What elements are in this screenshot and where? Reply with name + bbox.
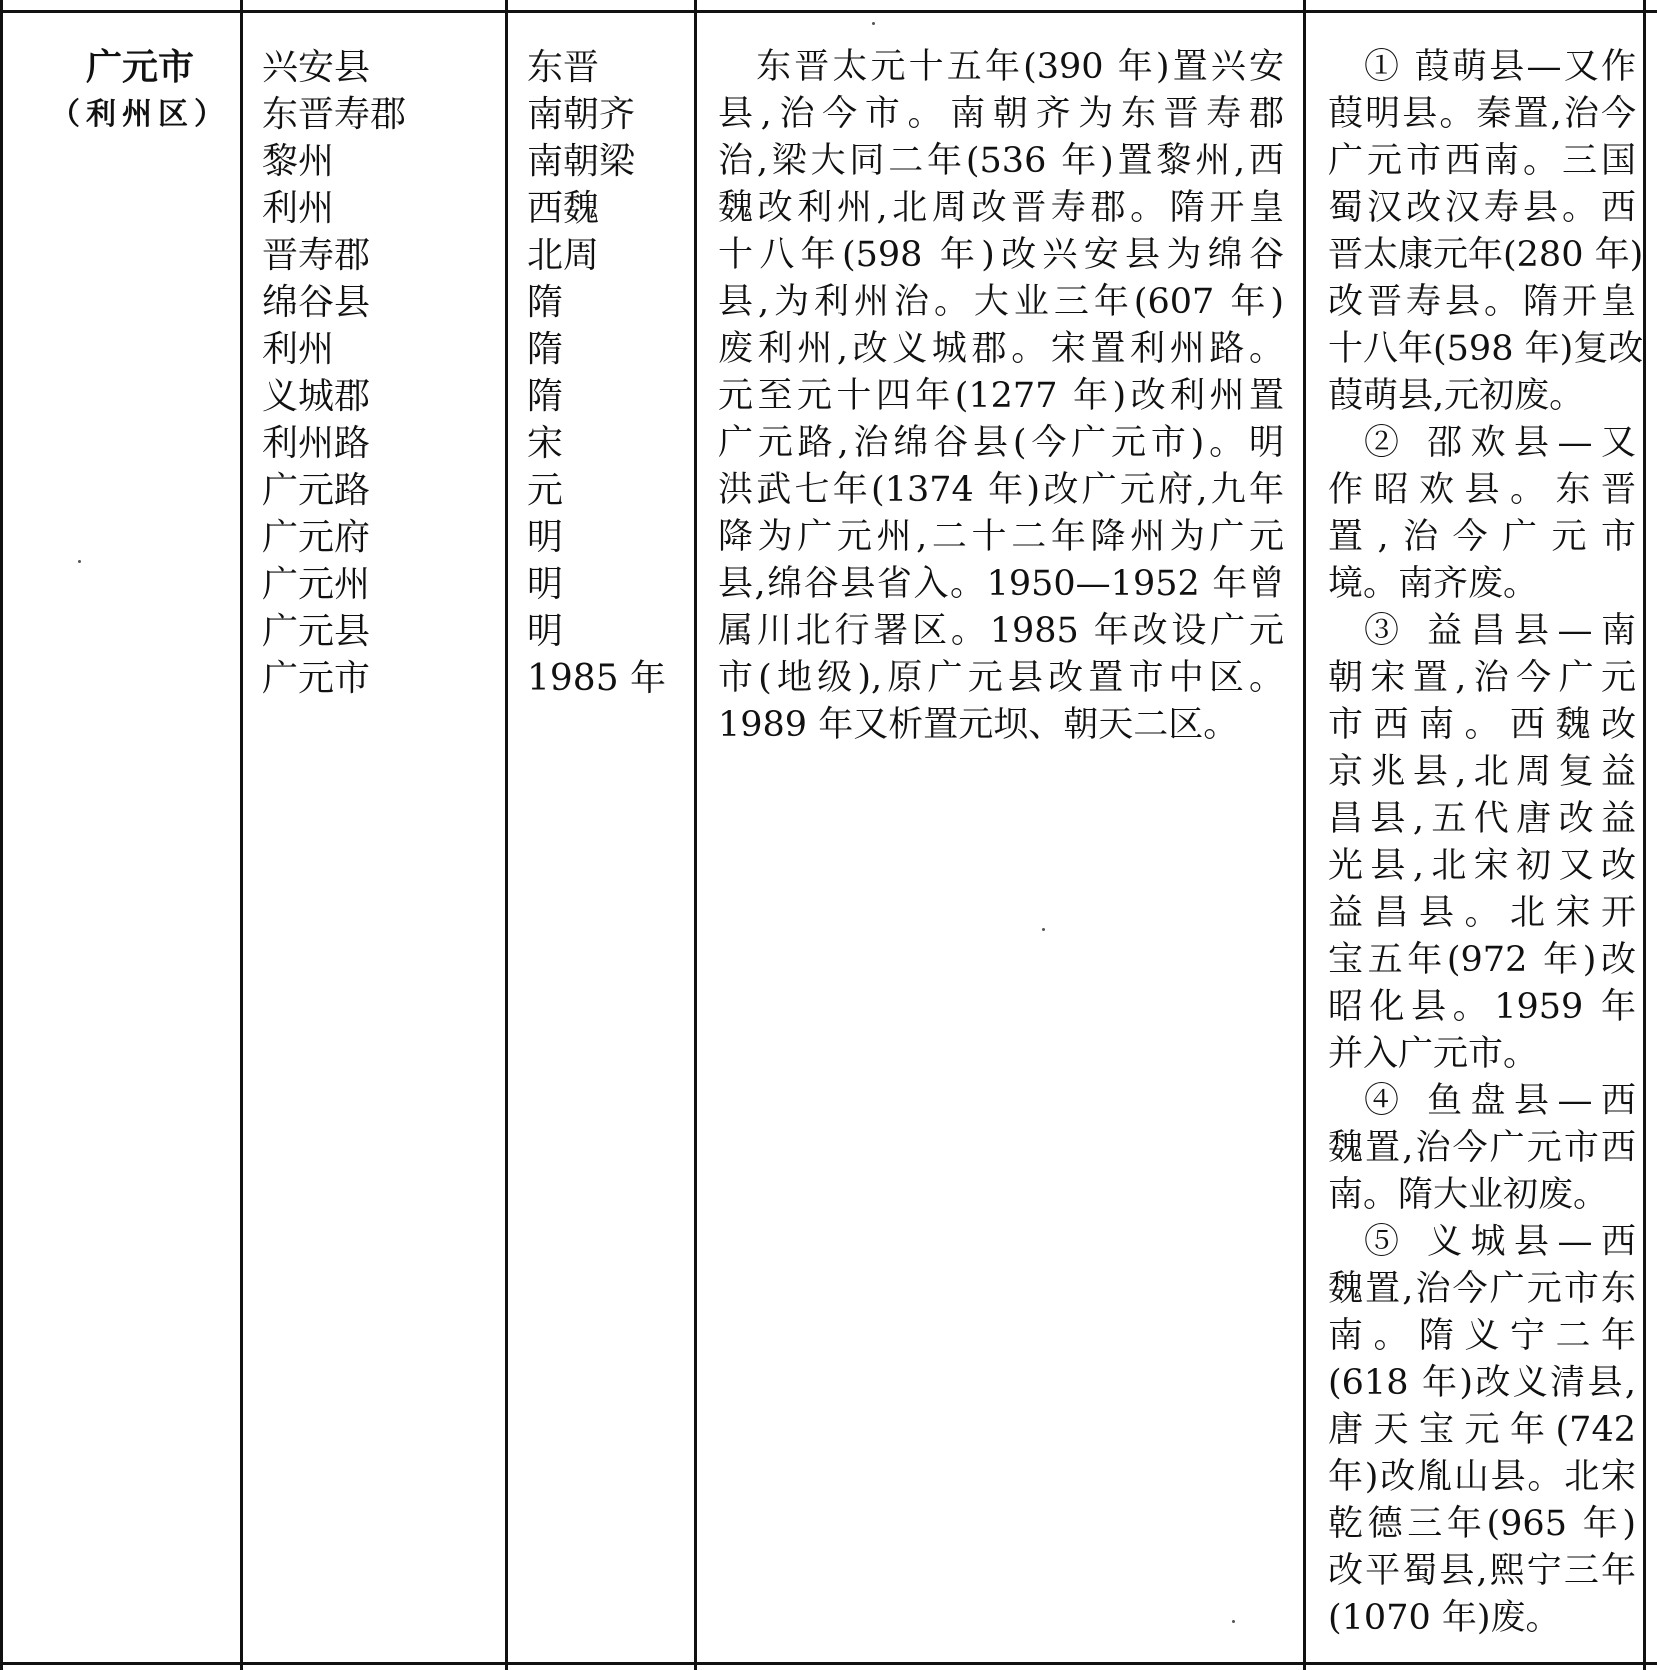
dynasty-item: 北周	[527, 235, 600, 276]
column-divider-2	[240, 0, 243, 1670]
region-cell	[40, 44, 240, 138]
note-line: 朝宋置,治今广元	[1328, 658, 1636, 698]
dynasty-item: 南朝梁	[527, 141, 636, 182]
note-line: 市西南。西魏改	[1328, 705, 1636, 745]
column-divider-3	[505, 0, 508, 1670]
note-line: 魏置,治今广元市东	[1328, 1269, 1636, 1309]
note-line: (618 年)改义清县,	[1328, 1363, 1636, 1403]
column-divider-4	[694, 0, 697, 1670]
description-line: 1989 年又析置元坝、朝天二区。	[718, 705, 1239, 745]
dynasty-item: 元	[527, 470, 564, 511]
description-line: 元至元十四年(1277 年)改利州置	[718, 376, 1284, 416]
dynasty-item: 明	[527, 611, 564, 652]
note-line: 昭化县。1959 年	[1328, 987, 1636, 1027]
note-line: ④ 鱼盘县—西	[1364, 1081, 1636, 1121]
description-line: 属川北行署区。1985 年改设广元	[718, 611, 1284, 651]
dynasty-item: 明	[527, 517, 564, 558]
dynasty-item: 西魏	[527, 188, 600, 229]
note-line: 葭萌县,元初废。	[1328, 376, 1585, 416]
historical-name-item: 广元市	[262, 658, 371, 699]
note-line: ② 邵欢县—又	[1364, 423, 1636, 463]
dynasty-column	[527, 44, 687, 702]
historical-name-item: 东晋寿郡	[262, 94, 407, 135]
description-line: 降为广元州,二十二年降州为广元	[718, 517, 1284, 557]
table-bottom-border	[0, 1662, 1657, 1665]
note-line: 魏置,治今广元市西	[1328, 1128, 1636, 1168]
description-line: 县,绵谷县省入。1950—1952 年曾	[718, 564, 1284, 604]
description-line: 市(地级),原广元县改置市中区。	[718, 658, 1284, 698]
note-line: 益昌县。北宋开	[1328, 893, 1636, 933]
table-top-border	[0, 10, 1657, 13]
dynasty-item: 1985 年	[527, 658, 667, 699]
description-line: 县,治今市。南朝齐为东晋寿郡	[718, 94, 1284, 134]
column-divider-5	[1303, 0, 1306, 1670]
note-line: 宝五年(972 年)改	[1328, 940, 1636, 980]
historical-name-item: 利州	[262, 329, 335, 370]
historical-names-column	[262, 44, 502, 702]
column-divider-6	[1643, 0, 1646, 1670]
note-line: (1070 年)废。	[1328, 1598, 1561, 1638]
note-line: ① 葭萌县—又作	[1364, 47, 1636, 87]
description-line: 治,梁大同二年(536 年)置黎州,西	[718, 141, 1284, 181]
scan-speck	[872, 22, 875, 25]
historical-name-item: 广元府	[262, 517, 371, 558]
scan-speck	[78, 560, 81, 563]
historical-name-item: 绵谷县	[262, 282, 371, 323]
note-line: 作昭欢县。东晋	[1328, 470, 1636, 510]
historical-name-item: 利州	[262, 188, 335, 229]
note-line: 晋太康元年(280 年)	[1328, 235, 1644, 275]
historical-name-item: 义城郡	[262, 376, 371, 417]
region-subname: （利州区）	[50, 97, 230, 132]
note-line: 改平蜀县,熙宁三年	[1328, 1551, 1636, 1591]
note-line: 南。隋义宁二年	[1328, 1316, 1636, 1356]
note-line: 京兆县,北周复益	[1328, 752, 1636, 792]
description-line: 县,为利州治。大业三年(607 年)	[718, 282, 1284, 322]
dynasty-item: 隋	[527, 329, 564, 370]
historical-name-item: 兴安县	[262, 47, 371, 88]
note-line: 乾德三年(965 年)	[1328, 1504, 1636, 1544]
history-description-column	[718, 44, 1284, 749]
historical-name-item: 广元路	[262, 470, 371, 511]
note-line: 境。南齐废。	[1328, 564, 1539, 604]
dynasty-item: 明	[527, 564, 564, 605]
note-line: 唐天宝元年(742	[1328, 1410, 1636, 1450]
dynasty-item: 南朝齐	[527, 94, 636, 135]
region-name: 广元市	[85, 47, 194, 88]
note-line: 广元市西南。三国	[1328, 141, 1636, 181]
description-line: 废利州,改义城郡。宋置利州路。	[718, 329, 1284, 369]
historical-name-item: 广元州	[262, 564, 371, 605]
description-line: 东晋太元十五年(390 年)置兴安	[718, 47, 1284, 87]
note-line: 并入广元市。	[1328, 1034, 1539, 1074]
note-line: 南。隋大业初废。	[1328, 1175, 1609, 1215]
note-line: 年)改胤山县。北宋	[1328, 1457, 1636, 1497]
scan-speck	[1232, 1620, 1235, 1623]
description-line: 魏改利州,北周改晋寿郡。隋开皇	[718, 188, 1284, 228]
dynasty-item: 隋	[527, 376, 564, 417]
note-line: 昌县,五代唐改益	[1328, 799, 1636, 839]
dynasty-item: 东晋	[527, 47, 600, 88]
historical-name-item: 晋寿郡	[262, 235, 371, 276]
scan-speck	[1042, 928, 1045, 931]
description-line: 十八年(598 年)改兴安县为绵谷	[718, 235, 1284, 275]
note-line: 改晋寿县。隋开皇	[1328, 282, 1636, 322]
description-line: 洪武七年(1374 年)改广元府,九年	[718, 470, 1284, 510]
note-line: 蜀汉改汉寿县。西	[1328, 188, 1636, 228]
note-line: ③ 益昌县—南	[1364, 611, 1636, 651]
dynasty-item: 隋	[527, 282, 564, 323]
note-line: ⑤ 义城县—西	[1364, 1222, 1636, 1262]
note-line: 葭明县。秦置,治今	[1328, 94, 1636, 134]
description-line: 广元路,治绵谷县(今广元市)。明	[718, 423, 1284, 463]
note-line: 十八年(598 年)复改	[1328, 329, 1644, 369]
dynasty-item: 宋	[527, 423, 564, 464]
notes-column	[1328, 44, 1644, 1642]
historical-name-item: 广元县	[262, 611, 371, 652]
note-line: 光县,北宋初又改	[1328, 846, 1636, 886]
historical-name-item: 黎州	[262, 141, 335, 182]
note-line: 置,治今广元市	[1328, 517, 1636, 557]
historical-name-item: 利州路	[262, 423, 371, 464]
column-divider-1	[0, 0, 3, 1670]
